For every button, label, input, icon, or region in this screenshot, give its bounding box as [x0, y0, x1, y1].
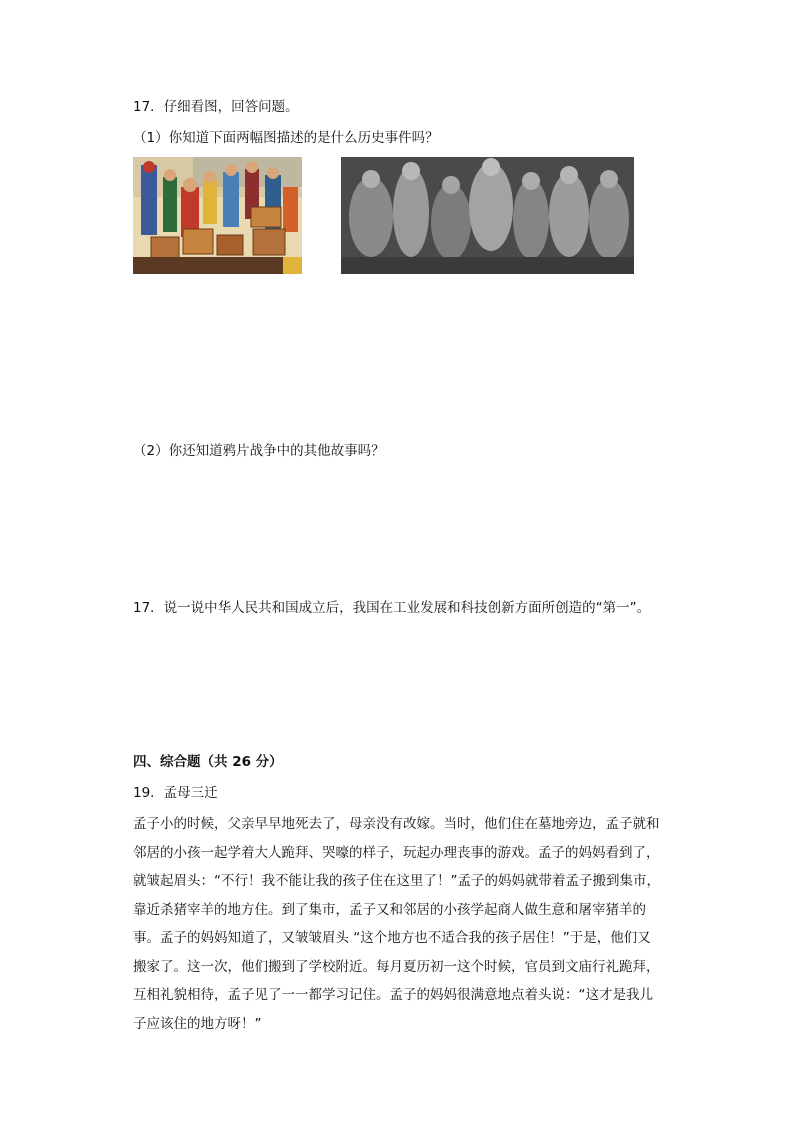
opium-destruction-painting	[133, 157, 302, 274]
question-17-sub1: （1）你知道下面两幅图描述的是什么历史事件吗？	[133, 130, 439, 146]
section-4-heading: 四、综合题（共 26 分）	[133, 754, 283, 770]
question-17-sub2: （2）你还知道鸦片战争中的其他故事吗？	[133, 443, 385, 459]
stone-relief-image	[341, 157, 634, 274]
question-19-title: 19．孟母三迁	[133, 785, 218, 801]
mencius-passage: 孟子小的时候，父亲早早地死去了，母亲没有改嫁。当时，他们住在墓地旁边，孟子就和邻居的小孩一起学着大人跪拜、哭嚎的样子，玩起办理丧事的游戏。孟子的妈妈看到了，就皱起眉头：“不行！我不能让我的孩子住在这里了！”孟子的妈妈就带着孟子搬到集市，靠近杀猪宰羊的地方住。到了集市，孟子又和邻居的小孩学起商人做生意和屠宰猪羊的事。孟子的妈妈知道了，又皱皱眉头 “这个地方也不适合我的孩子居住！”于是，他们又搬家了。这一次，他们搬到了学校附近。每月夏历初一这个时候，官员到文庙行礼跪拜，互相礼貌相待，孟子见了一一都学习记住。孟子的妈妈很满意地点着头说：“这才是我儿子应该住的地方呀！”	[133, 816, 660, 1032]
question-17b-title: 17．说一说中华人民共和国成立后，我国在工业发展和科技创新方面所创造的“第一”。	[133, 600, 651, 616]
question-17-title: 17．仔细看图，回答问题。	[133, 99, 299, 115]
